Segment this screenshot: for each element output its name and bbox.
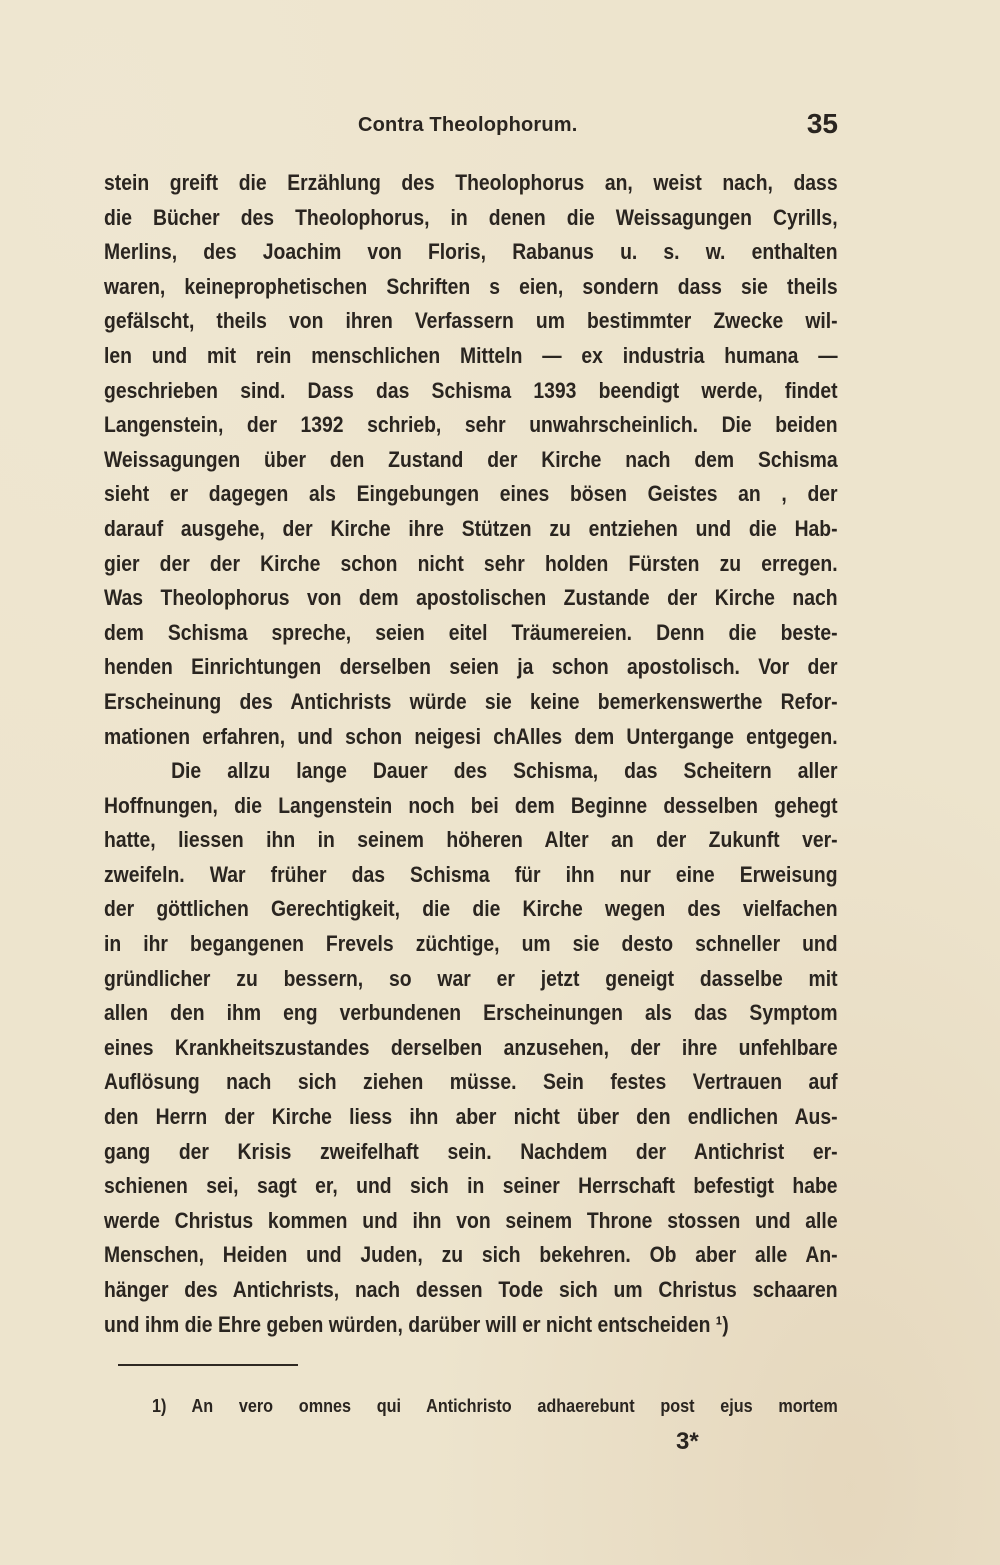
text-line: len und mit rein menschlichen Mitteln — ex industria humana — <box>104 342 838 368</box>
text-line: schienen sei, sagt er, und sich in seiner Herrschaft befestigt habe <box>104 1173 838 1199</box>
text-line: den Herrn der Kirche liess ihn aber nicht über den endlichen Aus- <box>104 1104 838 1130</box>
text-line: gefälscht, theils von ihren Verfassern um bestimmter Zwecke wil- <box>104 308 838 334</box>
text-line: hänger des Antichrists, nach dessen Tode sich um Christus schaaren <box>104 1277 838 1302</box>
text-line: Merlins, des Joachim von Floris, Rabanus u. s. w. enthalten <box>104 239 838 265</box>
text-line: gier der der Kirche schon nicht sehr holden Fürsten zu erregen. <box>104 550 838 576</box>
body-text <box>104 166 838 1342</box>
text-line: dem Schisma spreche, seien eitel Träumereien. Denn die beste- <box>104 619 838 645</box>
footnote <box>152 1396 838 1417</box>
text-line: zweifeln. War früher das Schisma für ihn nur eine Erweisung <box>104 861 838 887</box>
text-line: waren, keineprophetischen Schriften s eien, sondern dass sie theils <box>104 273 838 299</box>
text-line: sieht er dagegen als Eingebungen eines bösen Geistes an , der <box>104 481 838 507</box>
text-line: Erscheinung des Antichrists würde sie keine bemerkenswerthe Refor- <box>104 688 838 714</box>
text-line: werde Christus kommen und ihn von seinem Throne stossen und alle <box>104 1207 838 1233</box>
text-line: gang der Krisis zweifelhaft sein. Nachdem der Antichrist er- <box>104 1138 838 1164</box>
signature-mark: 3* <box>676 1428 699 1455</box>
text-line: hatte, liessen ihn in seinem höheren Alter an der Zukunft ver- <box>104 827 838 853</box>
text-line: Weissagungen über den Zustand der Kirche nach dem Schisma <box>104 446 838 472</box>
text-line: Hoffnungen, die Langenstein noch bei dem Beginne desselben gehegt <box>104 792 838 818</box>
text-line: Was Theolophorus von dem apostolischen Zustande der Kirche nach <box>104 585 838 611</box>
text-line: Menschen, Heiden und Juden, zu sich bekehren. Ob aber alle An- <box>104 1242 838 1268</box>
text-line: darauf ausgehe, der Kirche ihre Stützen zu entziehen und die Hab- <box>104 515 838 541</box>
text-line: Langenstein, der 1392 schrieb, sehr unwahrscheinlich. Die beiden <box>104 412 838 438</box>
text-line: und ihm die Ehre geben würden, darüber will er nicht entscheiden ¹) <box>104 1311 729 1337</box>
running-title: Contra Theolophorum. <box>358 114 578 136</box>
text-line: geschrieben sind. Dass das Schisma 1393 beendigt werde, findet <box>104 377 838 403</box>
text-line: Auflösung nach sich ziehen müsse. Sein festes Vertrauen auf <box>104 1069 838 1095</box>
text-line: mationen erfahren, und schon neigesi chAlles dem Untergange entgegen. <box>104 723 838 749</box>
text-line: stein greift die Erzählung des Theolophorus an, weist nach, dass <box>104 170 838 195</box>
footnote-rule <box>118 1364 298 1366</box>
text-line: die Bücher des Theolophorus, in denen die Weissagungen Cyrills, <box>104 204 838 230</box>
footnote-text: 1) An vero omnes qui Antichristo adhaerebunt post ejus mortem <box>152 1396 838 1416</box>
text-line: in ihr begangenen Frevels züchtige, um sie desto schneller und <box>104 931 838 957</box>
text-line: gründlicher zu bessern, so war er jetzt geneigt dasselbe mit <box>104 965 838 991</box>
paragraph-first-line: Die allzu lange Dauer des Schisma, das Scheitern aller <box>171 758 838 784</box>
text-line: der göttlichen Gerechtigkeit, die die Kirche wegen des vielfachen <box>104 896 838 922</box>
text-line: henden Einrichtungen derselben seien ja schon apostolisch. Vor der <box>104 654 838 680</box>
running-head <box>104 108 838 144</box>
page-number: 35 <box>806 108 838 139</box>
text-line: eines Krankheitszustandes derselben anzusehen, der ihre unfehlbare <box>104 1034 838 1060</box>
text-line: allen den ihm eng verbundenen Erscheinungen als das Symptom <box>104 1000 838 1026</box>
